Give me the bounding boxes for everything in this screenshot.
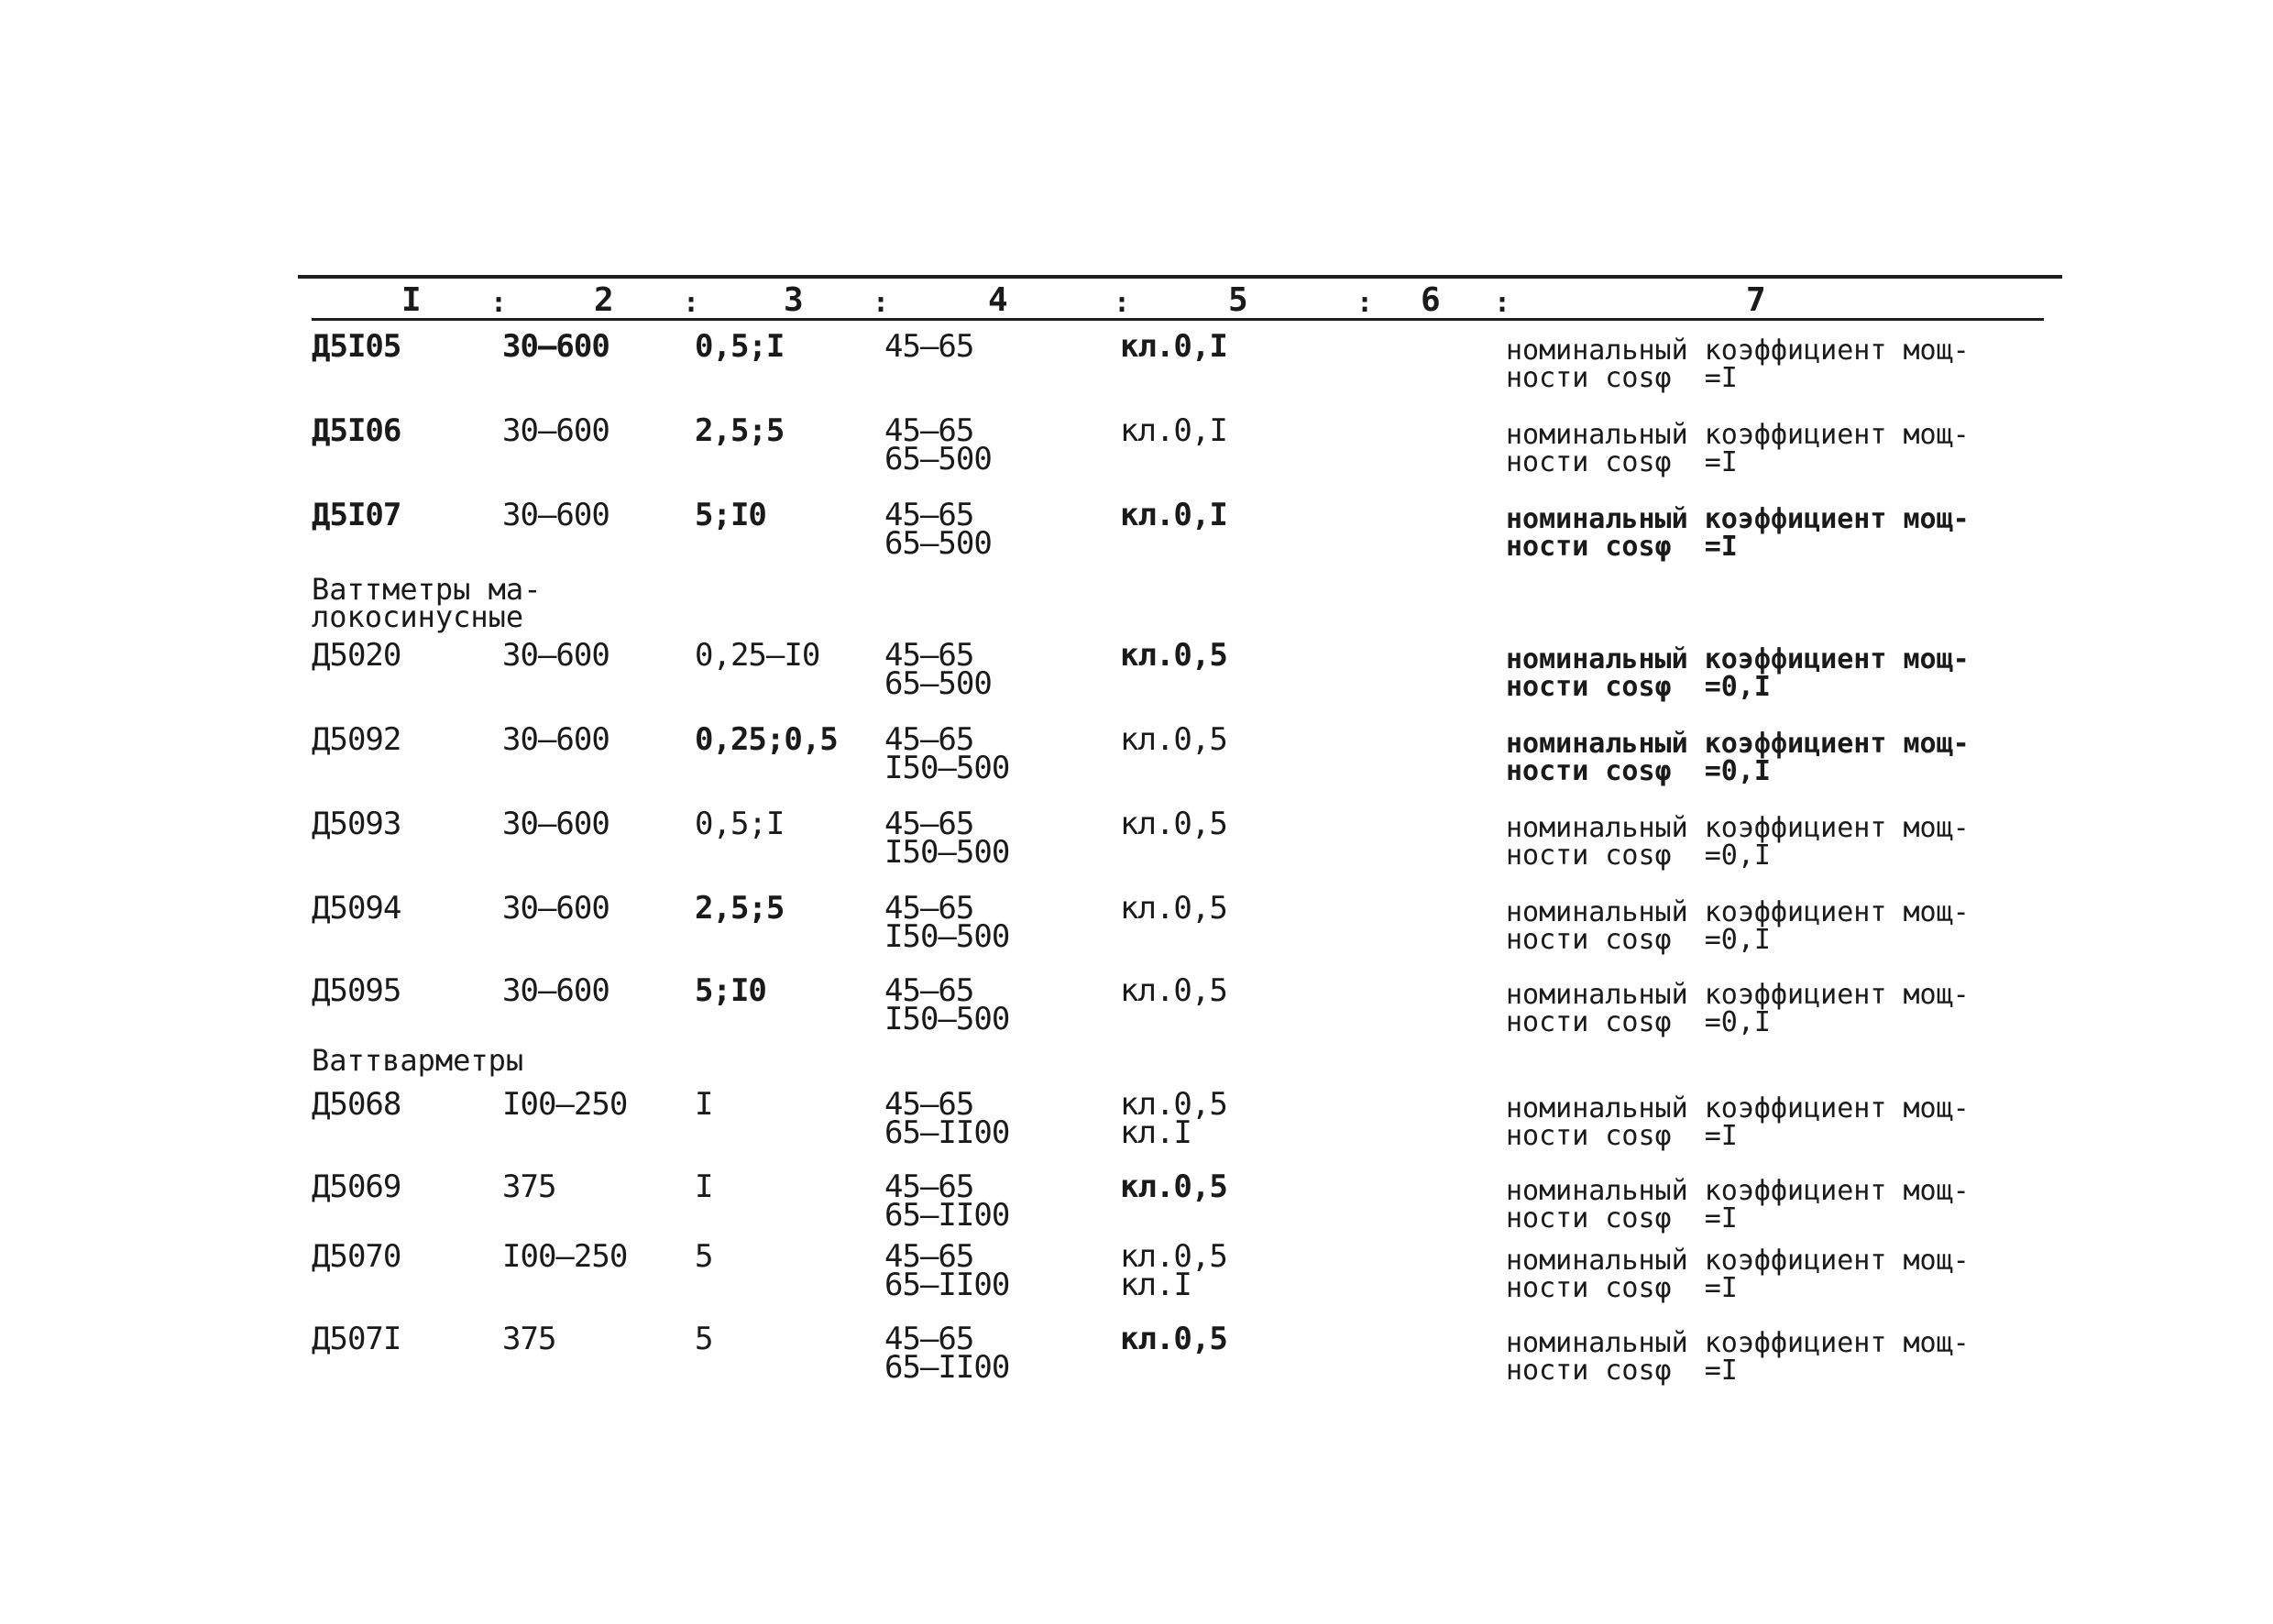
header-separator: : [873, 287, 890, 319]
cell-current: 5 [695, 1238, 713, 1275]
table-top-rule [298, 275, 2062, 279]
cell-voltage: 30–600 [502, 497, 609, 533]
cell-current: I [695, 1086, 713, 1123]
header-separator: : [1114, 287, 1131, 319]
header-col-5: 5 [1228, 281, 1248, 319]
cell-frequency: 45–65 65–II00 [884, 1169, 1010, 1234]
header-col-3: 3 [784, 281, 804, 319]
cell-accuracy-class: кл.0,5 [1120, 721, 1227, 758]
cell-accuracy-class: кл.0,5 [1120, 972, 1227, 1009]
cell-note: номинальный коэффициент мощ- ности cosφ =I [1506, 1092, 1970, 1152]
cell-current: 0,25;0,5 [695, 721, 838, 758]
cell-accuracy-class: кл.0,5 кл.I [1120, 1086, 1227, 1151]
cell-note: номинальный коэффициент мощ- ности cosφ =0,I [1506, 643, 1970, 703]
table-header-rule [312, 318, 2044, 321]
cell-voltage: I00–250 [502, 1238, 628, 1275]
cell-voltage: 30–600 [502, 890, 609, 927]
cell-accuracy-class: кл.0,5 кл.I [1120, 1238, 1227, 1303]
cell-type: Д5I06 [312, 412, 401, 449]
cell-type: Д5095 [312, 972, 401, 1009]
header-separator: : [490, 287, 508, 319]
cell-type: Д5070 [312, 1238, 401, 1275]
header-col-2: 2 [594, 281, 614, 319]
cell-note: номинальный коэффициент мощ- ности cosφ =I [1506, 1245, 1970, 1304]
cell-accuracy-class: кл.0,I [1120, 328, 1227, 365]
cell-note: номинальный коэффициент мощ- ности cosφ =I [1506, 1327, 1970, 1387]
header-col-7: 7 [1746, 281, 1766, 319]
cell-frequency: 45–65 65–500 [884, 412, 992, 477]
header-separator: : [1356, 287, 1374, 319]
cell-voltage: 30–600 [502, 328, 609, 365]
cell-accuracy-class: кл.0,5 [1120, 806, 1227, 842]
cell-current: 2,5;5 [695, 890, 785, 927]
cell-type: Д5I07 [312, 497, 401, 533]
cell-note: номинальный коэффициент мощ- ности cosφ =0,I [1506, 728, 1970, 787]
cell-frequency: 45–65 I50–500 [884, 890, 1010, 955]
cell-frequency: 45–65 65–II00 [884, 1086, 1010, 1151]
cell-current: I [695, 1169, 713, 1205]
cell-type: Д5069 [312, 1169, 401, 1205]
cell-frequency: 45–65 65–II00 [884, 1321, 1010, 1386]
group-heading-wattvarmeters: Ваттварметры [312, 1043, 524, 1078]
cell-current: 2,5;5 [695, 412, 785, 449]
cell-accuracy-class: кл.0,I [1120, 412, 1227, 449]
cell-frequency: 45–65 I50–500 [884, 721, 1010, 786]
cell-frequency: 45–65 I50–500 [884, 806, 1010, 871]
cell-type: Д5092 [312, 721, 401, 758]
cell-voltage: 30–600 [502, 972, 609, 1009]
header-col-4: 4 [988, 281, 1008, 319]
cell-type: Д5020 [312, 637, 401, 674]
cell-accuracy-class: кл.0,5 [1120, 890, 1227, 927]
cell-note: номинальный коэффициент мощ- ности cosφ =0,I [1506, 812, 1970, 872]
cell-accuracy-class: кл.0,5 [1120, 1321, 1227, 1357]
cell-voltage: 30–600 [502, 806, 609, 842]
cell-voltage: 375 [502, 1321, 556, 1357]
cell-voltage: I00–250 [502, 1086, 628, 1123]
cell-frequency: 45–65 [884, 328, 974, 365]
cell-type: Д5093 [312, 806, 401, 842]
cell-voltage: 30–600 [502, 637, 609, 674]
header-separator: : [683, 287, 700, 319]
cell-accuracy-class: кл.0,I [1120, 497, 1227, 533]
cell-type: Д5I05 [312, 328, 401, 365]
cell-voltage: 30–600 [502, 412, 609, 449]
group-heading-low-power-factor: Ваттметры ма- локосинусные [312, 572, 542, 634]
cell-frequency: 45–65 I50–500 [884, 972, 1010, 1037]
cell-note: номинальный коэффициент мощ- ности cosφ =0,I [1506, 979, 1970, 1038]
cell-type: Д5094 [312, 890, 401, 927]
cell-accuracy-class: кл.0,5 [1120, 637, 1227, 674]
cell-current: 5;I0 [695, 497, 766, 533]
cell-note: номинальный коэффициент мощ- ности cosφ =I [1506, 335, 1970, 394]
cell-current: 5;I0 [695, 972, 766, 1009]
cell-current: 0,25–I0 [695, 637, 820, 674]
header-col-1: I [401, 281, 422, 319]
cell-type: Д507I [312, 1321, 401, 1357]
cell-voltage: 30–600 [502, 721, 609, 758]
header-col-6: 6 [1421, 281, 1441, 319]
cell-voltage: 375 [502, 1169, 556, 1205]
header-separator: : [1494, 287, 1511, 319]
cell-type: Д5068 [312, 1086, 401, 1123]
cell-frequency: 45–65 65–500 [884, 637, 992, 702]
cell-note: номинальный коэффициент мощ- ности cosφ =0,I [1506, 896, 1970, 956]
cell-current: 5 [695, 1321, 713, 1357]
cell-frequency: 45–65 65–500 [884, 497, 992, 562]
cell-frequency: 45–65 65–II00 [884, 1238, 1010, 1303]
cell-note: номинальный коэффициент мощ- ности cosφ =I [1506, 1175, 1970, 1234]
cell-accuracy-class: кл.0,5 [1120, 1169, 1227, 1205]
cell-note: номинальный коэффициент мощ- ности cosφ =I [1506, 419, 1970, 478]
cell-current: 0,5;I [695, 806, 785, 842]
cell-note: номинальный коэффициент мощ- ности cosφ =I [1506, 503, 1970, 563]
cell-current: 0,5;I [695, 328, 785, 365]
